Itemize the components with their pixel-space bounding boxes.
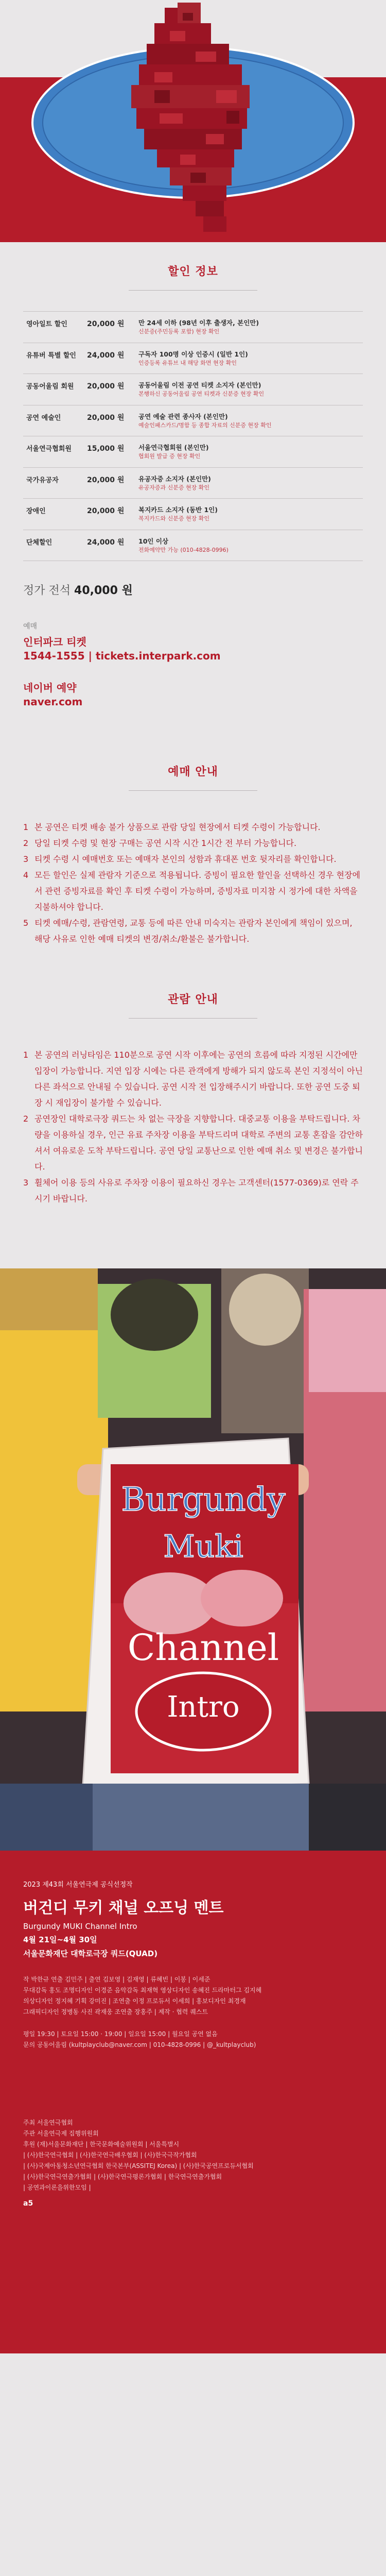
- discount-condition: 구독자 100명 이상 인증시 (일반 1인): [138, 350, 248, 358]
- title-divider: [129, 790, 257, 791]
- discount-name: 국가유공자: [26, 476, 59, 484]
- promo-photo: [0, 1268, 386, 1851]
- reservation-notice-list: [23, 819, 363, 947]
- notice-number: 3: [23, 1178, 29, 1188]
- discount-section-title: 할인 정보: [168, 265, 218, 278]
- credit-line: 무대감독 홍도 조명디자인 이경준 음악감독 최재혁 영상디자인 송혜진 드라마터그 김지혜: [23, 1987, 262, 1994]
- discount-note: 신분증(주민등록 포함) 현장 확인: [138, 328, 220, 335]
- footer-venue: 서울문화재단 대학로극장 쿼드(QUAD): [23, 1949, 158, 1959]
- notice-item: [23, 1175, 363, 1207]
- discount-desc: [135, 530, 363, 561]
- booking-label: 예매: [23, 622, 38, 631]
- discount-price: 20,000 원: [87, 320, 125, 328]
- org-line: 주최 서울연극협회: [23, 2119, 73, 2127]
- bag-text-muki: Muki: [163, 1529, 243, 1565]
- discount-desc: [135, 312, 363, 343]
- notice-item: [23, 819, 363, 835]
- discount-row: [23, 467, 363, 499]
- hero-pixel-art: [0, 0, 386, 242]
- booking-label-naver[interactable]: 네이버 예약: [23, 682, 77, 694]
- discount-name: 공동어울림 회원: [26, 383, 74, 391]
- notice-number: 2: [23, 838, 29, 849]
- footer-credits: [23, 1974, 363, 2018]
- promo-photo-art: [0, 1268, 386, 1851]
- notice-number: 3: [23, 854, 29, 865]
- regular-price-value: 40,000 원: [74, 584, 133, 598]
- notice-text: 티켓 예매/수령, 관람연령, 교통 등에 따른 안내 미숙지는 관람자 본인에게 책임이 있으며, 해당 사유로 인한 예매 티켓의 변경/취소/환불은 불가합니다.: [34, 918, 353, 944]
- footer: [0, 1851, 386, 2353]
- org-line: 후원 (재)서울문화재단 | 한국문화예술위원회 | 서울특별시: [23, 2141, 180, 2148]
- discount-desc: [135, 343, 363, 374]
- discount-price: 20,000 원: [87, 382, 125, 391]
- notice-item: [23, 835, 363, 851]
- discount-price: 20,000 원: [87, 413, 125, 422]
- discount-table: [23, 311, 363, 561]
- discount-condition: 만 24세 이하 (98년 이후 출생자, 본인만): [138, 319, 259, 327]
- discount-condition: 서울연극협회원 (본인만): [138, 444, 209, 452]
- org-line: | 공연과이론을위한모임 |: [23, 2184, 91, 2192]
- credit-line: 의상디자인 정지혜 기획 강미진 | 조연출 이정 프로듀서 이세희 | 홍보디자인 최경재: [23, 1997, 246, 2005]
- notice-text: 티켓 수령 시 예매번호 또는 예매자 본인의 성함과 휴대폰 번호 뒷자리를 확인합니다.: [34, 854, 337, 865]
- footer-info: [23, 2029, 363, 2050]
- regular-price-label: 정가 전석: [23, 584, 71, 598]
- discount-condition: 복지카드 소지자 (동반 1인): [138, 506, 218, 514]
- footer-title: 버건디 무키 채널 오프닝 멘트: [23, 1899, 224, 1918]
- discount-name: 장애인: [26, 507, 46, 516]
- org-line: 주관 서울연극제 집행위원회: [23, 2130, 99, 2138]
- notice-item: [23, 915, 363, 947]
- discount-price: 24,000 원: [87, 538, 125, 547]
- notice-text: 당일 티켓 수령 및 현장 구매는 공연 시작 시간 1시간 전 부터 가능합니다.: [34, 838, 297, 849]
- discount-price: 15,000 원: [87, 445, 125, 453]
- bag-text-burgundy: Burgundy: [121, 1481, 286, 1519]
- credit-line: 작 박한규 연출 김민주 | 출연 김보영 | 김재영 | 류혜빈 | 이봉 | 이세준: [23, 1976, 210, 1984]
- booking-line[interactable]: naver.com: [23, 696, 83, 708]
- regular-price: [23, 582, 386, 598]
- discount-condition: 공동어울림 이전 공연 티켓 소지자 (본인만): [138, 381, 261, 389]
- discount-row: [23, 405, 363, 436]
- discount-name: 유튜버 특별 할인: [26, 351, 76, 360]
- info-line: 평일 19:30 | 토요일 15:00 · 19:00 | 일요일 15:00 | 월요일 공연 없음: [23, 2030, 218, 2038]
- credit-line: 그래픽디자인 정병동 사진 곽재웅 조연출 장홍주 | 제작 · 협력 퀘스트: [23, 2008, 208, 2016]
- discount-note: 본행하신 공동어울림 공연 티켓과 신분증 현장 확인: [138, 391, 265, 398]
- notice-number: 1: [23, 822, 29, 833]
- booking-group-interpark: [23, 621, 386, 663]
- reservation-section-title: 예매 안내: [168, 766, 218, 779]
- notice-item: [23, 1047, 363, 1111]
- discount-condition: 유공자증 소지자 (본인만): [138, 474, 211, 483]
- discount-condition: 공연 예술 관련 종사자 (본인만): [138, 412, 228, 420]
- notice-item: [23, 867, 363, 915]
- hero-banner: [0, 0, 386, 242]
- discount-desc: [135, 405, 363, 436]
- notice-item: [23, 1111, 363, 1175]
- discount-price: 20,000 원: [87, 476, 125, 484]
- discount-row: [23, 530, 363, 561]
- discount-row: [23, 343, 363, 374]
- footer-subtitle: 2023 제43회 서울연극제 공식선정작: [23, 1881, 133, 1889]
- notice-number: 2: [23, 1114, 29, 1124]
- viewing-notice-list: [23, 1047, 363, 1207]
- notice-number: 4: [23, 870, 29, 880]
- notice-text: 공연장인 대학로극장 쿼드는 차 없는 극장을 지향합니다. 대중교통 이용을 부탁드립니다. 차량을 이용하실 경우, 인근 유료 주차장 이용을 부탁드리며 대학로 주변의 교통 혼잡을 감안하셔서 여유로운 도착 부탁드립니다. 공연 당일 교통난으로 인한 예매 취소 및 변경은 불가합니다.: [34, 1114, 363, 1172]
- discount-name: 공연 예술인: [26, 414, 61, 422]
- discount-condition: 10인 이상: [138, 537, 168, 545]
- discount-row: [23, 436, 363, 468]
- discount-desc: [135, 374, 363, 405]
- title-divider: [129, 1018, 257, 1019]
- discount-name: 영아일트 할인: [26, 320, 67, 328]
- discount-row: [23, 374, 363, 405]
- org-line: | (사)국제아동청소년연극협회 한국본부(ASSITEJ Korea) | (사)한국공연프로듀서협회: [23, 2162, 254, 2170]
- discount-desc: [135, 436, 363, 468]
- footer-organizers: [23, 2117, 363, 2209]
- notice-text: 모든 할인은 실제 관람자 기준으로 적용됩니다. 증빙이 필요한 할인을 선택하신 경우 현장에서 관련 증빙자료를 확인 후 티켓 수령이 가능하며, 증빙자료 미지참 시 정가에 대한 차액을 지불하셔야 합니다.: [34, 870, 360, 912]
- footer-title-en: Burgundy MUKI Channel Intro: [23, 1922, 137, 1931]
- discount-desc: [135, 467, 363, 499]
- discount-desc: [135, 499, 363, 530]
- viewing-section-title: 관람 안내: [168, 993, 218, 1007]
- discount-price: 20,000 원: [87, 507, 125, 516]
- booking-group-naver: [23, 681, 386, 709]
- discount-note: 협회원 발급 증 현장 확인: [138, 453, 201, 460]
- discount-note: 유공자증과 신분증 현장 확인: [138, 484, 210, 491]
- footer-date: 4월 21일~4월 30일: [23, 1935, 97, 1945]
- discount-row: [23, 499, 363, 530]
- notice-number: 5: [23, 918, 29, 928]
- discount-note: 예술인패스카드/명함 등 종합 자료의 신분증 현장 확인: [138, 421, 272, 429]
- booking-info: [23, 621, 386, 709]
- discount-note: 전화예약만 가능 (010-4828-0996): [138, 546, 229, 553]
- notice-text: 본 공연의 러닝타임은 110분으로 공연 시작 이후에는 공연의 흐름에 따라 지정된 시간에만 입장이 가능합니다. 지연 입장 시에는 다른 관객에게 방해가 되지 않도록 본인 지정석이 아닌 다른 좌석으로 안내될 수 있습니다. 공연 시작 전 입장해주시기 바랍니다. 또한 공연 도중 퇴장 시 재입장이 불가할 수 있습니다.: [34, 1050, 363, 1108]
- org-line: | (사)한국연극협회 | (사)한국연극배우협회 | (사)한국극작가협회: [23, 2151, 197, 2159]
- bag-text-intro: Intro: [167, 1690, 240, 1724]
- discount-name: 서울연극협회원: [26, 445, 72, 453]
- booking-line[interactable]: 1544-1555 | tickets.interpark.com: [23, 650, 221, 663]
- notice-text: 휠체어 이용 등의 사유로 주차장 이용이 필요하신 경우는 고객센터(1577-0369)로 연락 주시기 바랍니다.: [34, 1178, 359, 1204]
- notice-text: 본 공연은 티켓 배송 불가 상품으로 관람 당일 현장에서 티켓 수령이 가능합니다.: [34, 822, 321, 833]
- title-divider: [129, 290, 257, 291]
- org-line: | (사)한국연극연출가협회 | (사)한국연극평론가협회 | 한국연극연출가협회: [23, 2173, 222, 2181]
- discount-name: 단체할인: [26, 538, 52, 547]
- booking-line[interactable]: 인터파크 티켓: [23, 636, 86, 649]
- discount-note: 인증등록 유튜브 내 해당 화면 현장 확인: [138, 359, 237, 366]
- bag-text-channel: Channel: [127, 1626, 279, 1669]
- discount-row: [23, 312, 363, 343]
- discount-price: 24,000 원: [87, 351, 125, 360]
- info-line: 문의 공동어울림 (kultplayclub@naver.com | 010-4828-0996 | @_kultplayclub): [23, 2041, 256, 2049]
- notice-number: 1: [23, 1050, 29, 1060]
- notice-item: [23, 851, 363, 867]
- discount-note: 복지카드와 신분증 현장 확인: [138, 515, 210, 522]
- footer-logo: a5: [23, 2199, 33, 2208]
